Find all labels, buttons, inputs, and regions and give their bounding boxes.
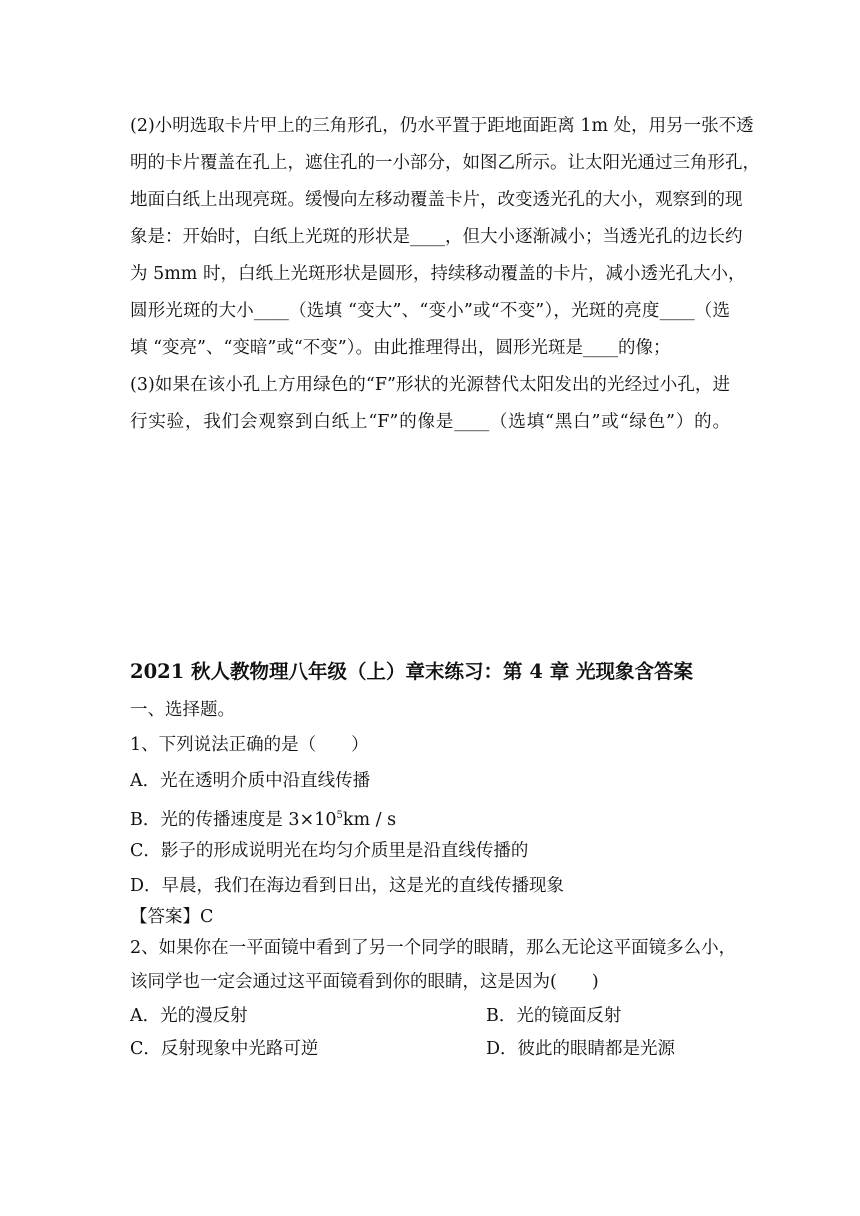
paragraph-line: 填 “变亮”、“变暗”或“不变”）。由此推理得出，圆形光斑是____的像； xyxy=(130,338,671,358)
option-row xyxy=(130,1004,730,1028)
exponent: 5 xyxy=(336,810,343,821)
option-c: C．反射现象中光路可逆 xyxy=(130,1039,319,1059)
question-stem: 该同学也一定会通过这平面镜看到你的眼睛，这是因为( ) xyxy=(130,972,599,992)
option-b-unit: km / s xyxy=(342,810,397,830)
option-a: A．光在透明介质中沿直线传播 xyxy=(130,771,371,791)
question-stem: 1、下列说法正确的是（ ） xyxy=(130,735,369,755)
option-d: D．彼此的眼睛都是光源 xyxy=(486,1039,676,1059)
paragraph-line: 行实验，我们会观察到白纸上“F”的像是____（选填“黑白”或“绿色”）的。 xyxy=(130,412,730,432)
section-heading: 一、选择题。 xyxy=(130,700,235,720)
paragraph-line: 明的卡片覆盖在孔上，遮住孔的一小部分，如图乙所示。让太阳光通过三角形孔， xyxy=(130,153,760,173)
option-a: A．光的漫反射 xyxy=(130,1006,248,1026)
paragraph-line: (3)如果在该小孔上方用绿色的“F”形状的光源替代太阳发出的光经过小孔，进 xyxy=(130,375,730,395)
option-d: D．早晨，我们在海边看到日出，这是光的直线传播现象 xyxy=(130,876,565,896)
answer-label: 【答案】C xyxy=(130,907,214,927)
option-row xyxy=(130,1037,730,1061)
option-c: C．影子的形成说明光在均匀介质里是沿直线传播的 xyxy=(130,841,529,861)
option-b-text: B．光的传播速度是 3×10 xyxy=(130,810,337,830)
paragraph-line: (2)小明选取卡片甲上的三角形孔，仍水平置于距地面距离 1m 处，用另一张不透 xyxy=(130,116,754,136)
option-b: B．光的镜面反射 xyxy=(486,1006,622,1026)
paragraph-line: 象是：开始时，白纸上光斑的形状是____，但大小逐渐减小；当透光孔的边长约 xyxy=(130,227,743,247)
paragraph-line: 地面白纸上出现亮斑。缓慢向左移动覆盖卡片，改变透光孔的大小，观察到的现 xyxy=(130,190,743,210)
paragraph-line: 为 5mm 时，白纸上光斑形状是圆形，持续移动覆盖的卡片，减小透光孔大小， xyxy=(130,264,746,284)
section-title: 2021 秋人教物理八年级（上）章末练习：第 4 章 光现象含答案 xyxy=(130,660,693,683)
paragraph-line: 圆形光斑的大小____（选填 “变大”、“变小”或“不变”），光斑的亮度____（选 xyxy=(130,301,730,321)
question-stem: 2、如果你在一平面镜中看到了另一个同学的眼睛，那么无论这平面镜多么小， xyxy=(130,938,737,958)
option-b xyxy=(130,804,396,832)
